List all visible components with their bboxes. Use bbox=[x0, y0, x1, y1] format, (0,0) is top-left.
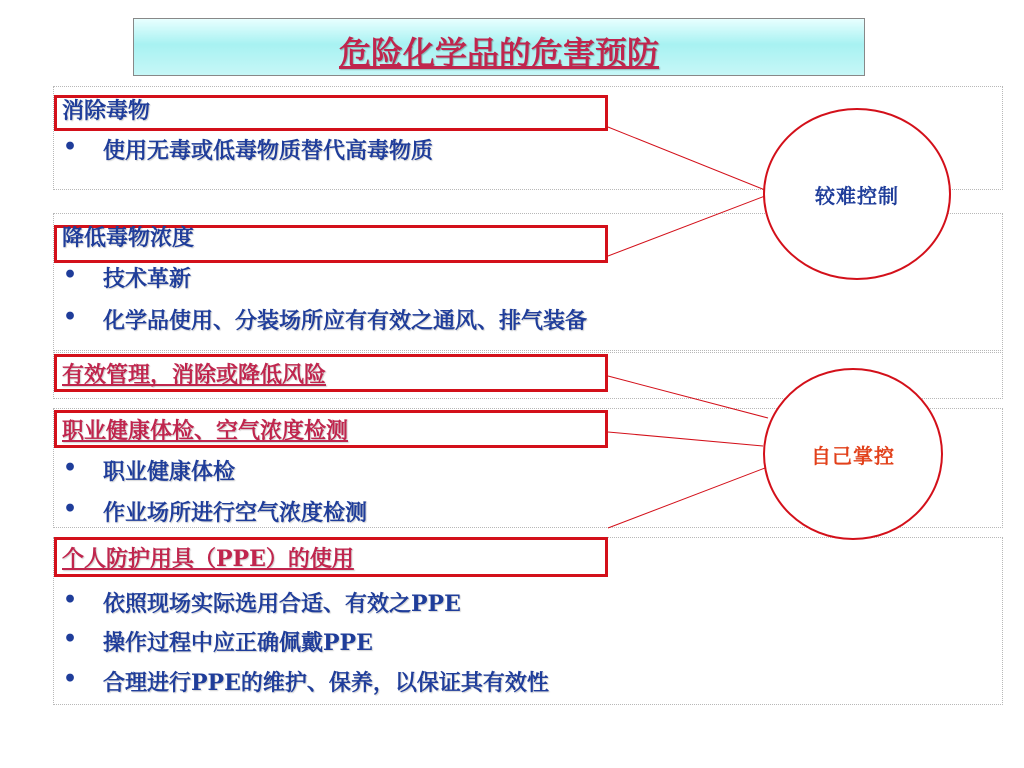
section-4-item-2: 作业场所进行空气浓度检测 bbox=[103, 500, 368, 526]
connector-line-1 bbox=[608, 127, 765, 190]
connector-line-4 bbox=[608, 432, 763, 446]
hard-to-control-label: 较难控制 bbox=[815, 183, 899, 208]
bullet-icon: • bbox=[62, 496, 78, 522]
page-title: 危险化学品的危害预防 bbox=[338, 34, 659, 72]
section-1-heading: 消除毒物 bbox=[62, 98, 151, 124]
section-5-item-3: 合理进行PPE的维护、保养，以保证其有效性 bbox=[103, 670, 549, 696]
bullet-icon: • bbox=[62, 304, 78, 330]
self-control-circle bbox=[763, 368, 943, 540]
self-control-label: 自己掌控 bbox=[811, 443, 895, 468]
hard-to-control-circle bbox=[763, 108, 951, 280]
connector-line-5 bbox=[608, 468, 765, 528]
section-4-item-1: 职业健康体检 bbox=[103, 459, 236, 485]
section-2-heading: 降低毒物浓度 bbox=[62, 225, 195, 251]
section-1-item-1: 使用无毒或低毒物质替代高毒物质 bbox=[103, 138, 434, 164]
bullet-icon: • bbox=[62, 587, 78, 613]
connector-line-2 bbox=[608, 196, 765, 256]
connector-line-3 bbox=[608, 376, 768, 418]
section-5-heading[interactable]: 个人防护用具（PPE）的使用 bbox=[62, 546, 354, 572]
bullet-icon: • bbox=[62, 262, 78, 288]
section-5-item-2: 操作过程中应正确佩戴PPE bbox=[103, 630, 373, 656]
section-2-item-2: 化学品使用、分装场所应有有效之通风、排气装备 bbox=[103, 308, 588, 334]
section-4-heading[interactable]: 职业健康体检、空气浓度检测 bbox=[62, 418, 349, 444]
bullet-icon: • bbox=[62, 626, 78, 652]
bullet-icon: • bbox=[62, 134, 78, 160]
section-3-heading[interactable]: 有效管理，消除或降低风险 bbox=[62, 362, 327, 388]
section-2-item-1: 技术革新 bbox=[103, 266, 192, 292]
section-5-item-1: 依照现场实际选用合适、有效之PPE bbox=[103, 591, 461, 617]
bullet-icon: • bbox=[62, 666, 78, 692]
bullet-icon: • bbox=[62, 455, 78, 481]
